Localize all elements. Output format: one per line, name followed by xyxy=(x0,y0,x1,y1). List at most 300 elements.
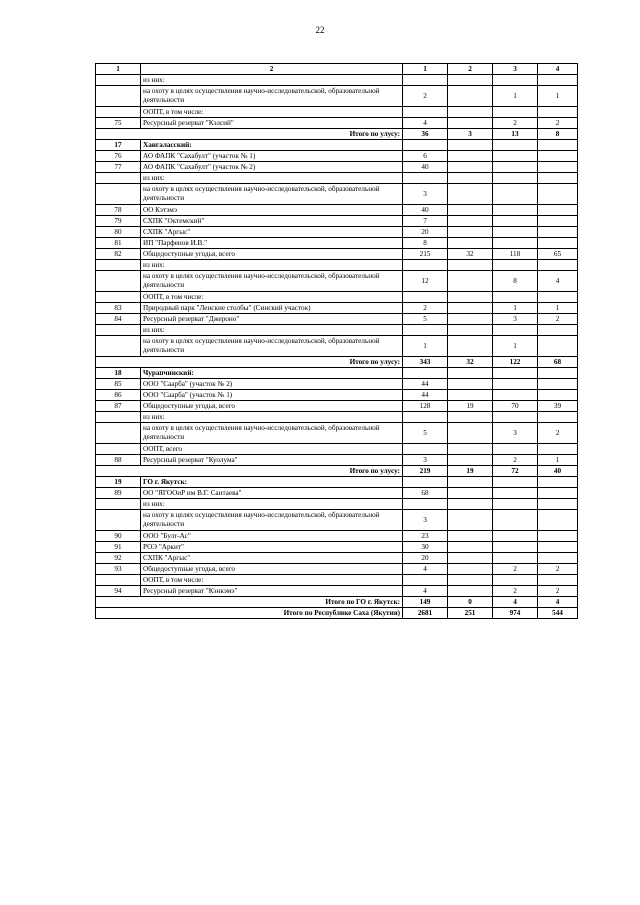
row-index xyxy=(96,75,141,86)
row-name: на охоту в целях осуществления научно-исследовательской, образовательной деятельности xyxy=(141,184,403,205)
row-name: Природный парк "Ленские столбы" (Синский участок) xyxy=(141,303,403,314)
table-row xyxy=(96,216,578,227)
total-label: Итого по ГО г. Якутск: xyxy=(96,597,403,608)
value-cell-1: 23 xyxy=(403,531,448,542)
row-index: 90 xyxy=(96,531,141,542)
row-index xyxy=(96,444,141,455)
value-cell-4 xyxy=(538,542,578,553)
table-row xyxy=(96,184,578,205)
table-row xyxy=(96,205,578,216)
value-cell-4 xyxy=(538,368,578,379)
value-cell-2 xyxy=(448,303,493,314)
value-cell-4: 8 xyxy=(538,129,578,140)
row-index: 76 xyxy=(96,151,141,162)
value-cell-3 xyxy=(493,227,538,238)
value-cell-3: 2 xyxy=(493,586,538,597)
value-cell-4: 1 xyxy=(538,455,578,466)
value-cell-2 xyxy=(448,227,493,238)
value-cell-2 xyxy=(448,238,493,249)
value-cell-2: 32 xyxy=(448,249,493,260)
value-cell-4 xyxy=(538,260,578,271)
table-row xyxy=(96,314,578,325)
value-cell-4 xyxy=(538,379,578,390)
value-cell-3: 1 xyxy=(493,303,538,314)
row-index xyxy=(96,336,141,357)
value-cell-3 xyxy=(493,75,538,86)
value-cell-1: 40 xyxy=(403,162,448,173)
value-cell-1: 343 xyxy=(403,357,448,368)
row-index xyxy=(96,86,141,107)
row-name: АО ФАПК "Сахабулт" (участок № 1) xyxy=(141,151,403,162)
row-name: Ресурсный резерват "Кэнкэмэ" xyxy=(141,586,403,597)
row-index: 85 xyxy=(96,379,141,390)
value-cell-4 xyxy=(538,151,578,162)
value-cell-2 xyxy=(448,575,493,586)
row-index: 93 xyxy=(96,564,141,575)
row-name: ОО Кэтэмэ xyxy=(141,205,403,216)
table-header-row xyxy=(96,64,578,75)
table-row xyxy=(96,455,578,466)
table-row xyxy=(96,238,578,249)
row-index xyxy=(96,412,141,423)
row-name: Чурапчинский: xyxy=(141,368,403,379)
value-cell-3 xyxy=(493,162,538,173)
table-row xyxy=(96,260,578,271)
row-index: 94 xyxy=(96,586,141,597)
value-cell-2: 0 xyxy=(448,597,493,608)
value-cell-3 xyxy=(493,107,538,118)
value-cell-2 xyxy=(448,151,493,162)
value-cell-4 xyxy=(538,488,578,499)
value-cell-3 xyxy=(493,292,538,303)
value-cell-1 xyxy=(403,107,448,118)
value-cell-3: 4 xyxy=(493,597,538,608)
value-cell-2 xyxy=(448,325,493,336)
row-name: на охоту в целях осуществления научно-исследовательской, образовательной деятельности xyxy=(141,336,403,357)
value-cell-3 xyxy=(493,510,538,531)
value-cell-4 xyxy=(538,162,578,173)
value-cell-1 xyxy=(403,75,448,86)
value-cell-3: 1 xyxy=(493,86,538,107)
value-cell-2 xyxy=(448,564,493,575)
value-cell-2: 19 xyxy=(448,466,493,477)
value-cell-4: 1 xyxy=(538,303,578,314)
value-cell-4: 4 xyxy=(538,597,578,608)
value-cell-4 xyxy=(538,499,578,510)
table-row xyxy=(96,542,578,553)
value-cell-3 xyxy=(493,173,538,184)
table-row xyxy=(96,271,578,292)
value-cell-2 xyxy=(448,184,493,205)
value-cell-1 xyxy=(403,412,448,423)
value-cell-3: 1 xyxy=(493,336,538,357)
row-index: 86 xyxy=(96,390,141,401)
value-cell-1: 40 xyxy=(403,205,448,216)
table-row xyxy=(96,444,578,455)
row-name: СХПК "Октемский" xyxy=(141,216,403,227)
table-row xyxy=(96,227,578,238)
value-cell-4: 4 xyxy=(538,271,578,292)
value-cell-1 xyxy=(403,368,448,379)
value-cell-3 xyxy=(493,412,538,423)
row-index: 78 xyxy=(96,205,141,216)
value-cell-3 xyxy=(493,238,538,249)
value-cell-4: 2 xyxy=(538,586,578,597)
value-cell-1 xyxy=(403,477,448,488)
value-cell-4 xyxy=(538,238,578,249)
row-name: АО ФАПК "Сахабулт" (участок № 2) xyxy=(141,162,403,173)
row-index: 88 xyxy=(96,455,141,466)
row-name: Ресурсный резерват "Джероно" xyxy=(141,314,403,325)
value-cell-3 xyxy=(493,575,538,586)
row-name: из них: xyxy=(141,173,403,184)
row-name: на охоту в целях осуществления научно-исследовательской, образовательной деятельности xyxy=(141,271,403,292)
row-index xyxy=(96,510,141,531)
row-name: ООО "Саарба" (участок № 2) xyxy=(141,379,403,390)
value-cell-2 xyxy=(448,444,493,455)
value-cell-1: 2 xyxy=(403,86,448,107)
row-name: Общедоступные угодья, всего xyxy=(141,564,403,575)
value-cell-2 xyxy=(448,542,493,553)
row-name: из них: xyxy=(141,260,403,271)
value-cell-1: 128 xyxy=(403,401,448,412)
table-row xyxy=(96,379,578,390)
table-row xyxy=(96,173,578,184)
row-index: 19 xyxy=(96,477,141,488)
value-cell-2 xyxy=(448,553,493,564)
value-cell-4: 40 xyxy=(538,466,578,477)
row-index: 75 xyxy=(96,118,141,129)
header-cell: 2 xyxy=(448,64,493,75)
value-cell-4 xyxy=(538,292,578,303)
value-cell-4 xyxy=(538,325,578,336)
row-name: Общедоступные угодья, всего xyxy=(141,401,403,412)
row-name: ООПТ, всего xyxy=(141,444,403,455)
row-index: 81 xyxy=(96,238,141,249)
total-label: Итого по улусу: xyxy=(96,357,403,368)
value-cell-4 xyxy=(538,412,578,423)
row-index: 84 xyxy=(96,314,141,325)
table-row xyxy=(96,325,578,336)
value-cell-2: 3 xyxy=(448,129,493,140)
value-cell-1: 20 xyxy=(403,227,448,238)
value-cell-3: 8 xyxy=(493,271,538,292)
total-label: Итого по улусу: xyxy=(96,466,403,477)
row-name: Общедоступные угодья, всего xyxy=(141,249,403,260)
value-cell-1: 215 xyxy=(403,249,448,260)
value-cell-2: 19 xyxy=(448,401,493,412)
total-row xyxy=(96,608,578,619)
value-cell-4: 2 xyxy=(538,118,578,129)
value-cell-4 xyxy=(538,531,578,542)
value-cell-4 xyxy=(538,205,578,216)
value-cell-2 xyxy=(448,314,493,325)
table-row xyxy=(96,586,578,597)
value-cell-3: 122 xyxy=(493,357,538,368)
value-cell-2 xyxy=(448,412,493,423)
row-index xyxy=(96,423,141,444)
row-name: из них: xyxy=(141,499,403,510)
value-cell-3: 974 xyxy=(493,608,538,619)
row-name: Хангаласский: xyxy=(141,140,403,151)
row-index xyxy=(96,499,141,510)
value-cell-2: 251 xyxy=(448,608,493,619)
table-row xyxy=(96,118,578,129)
value-cell-3 xyxy=(493,140,538,151)
row-name: РОЭ "Аркит" xyxy=(141,542,403,553)
total-row xyxy=(96,357,578,368)
value-cell-4: 65 xyxy=(538,249,578,260)
value-cell-4 xyxy=(538,575,578,586)
value-cell-3 xyxy=(493,488,538,499)
value-cell-1: 36 xyxy=(403,129,448,140)
value-cell-4 xyxy=(538,173,578,184)
value-cell-4 xyxy=(538,184,578,205)
value-cell-4: 39 xyxy=(538,401,578,412)
value-cell-3 xyxy=(493,499,538,510)
row-index xyxy=(96,260,141,271)
table-row xyxy=(96,553,578,564)
row-index: 91 xyxy=(96,542,141,553)
table-row xyxy=(96,75,578,86)
value-cell-4 xyxy=(538,553,578,564)
value-cell-1 xyxy=(403,292,448,303)
value-cell-3: 13 xyxy=(493,129,538,140)
table-row xyxy=(96,401,578,412)
value-cell-1 xyxy=(403,444,448,455)
value-cell-1: 3 xyxy=(403,455,448,466)
value-cell-4 xyxy=(538,510,578,531)
row-index: 77 xyxy=(96,162,141,173)
value-cell-3 xyxy=(493,390,538,401)
value-cell-1: 1 xyxy=(403,336,448,357)
value-cell-3 xyxy=(493,216,538,227)
value-cell-4: 544 xyxy=(538,608,578,619)
value-cell-4: 68 xyxy=(538,357,578,368)
row-name: ООО "Булт-Ас" xyxy=(141,531,403,542)
value-cell-4 xyxy=(538,477,578,488)
value-cell-1: 2 xyxy=(403,303,448,314)
value-cell-2 xyxy=(448,390,493,401)
table-row xyxy=(96,336,578,357)
total-label: Итого по Республике Саха (Якутия) xyxy=(96,608,403,619)
row-name: из них: xyxy=(141,75,403,86)
value-cell-3: 2 xyxy=(493,118,538,129)
value-cell-2 xyxy=(448,140,493,151)
row-name: СХПК "Аргыс" xyxy=(141,227,403,238)
row-index xyxy=(96,184,141,205)
header-cell: 1 xyxy=(96,64,141,75)
value-cell-3 xyxy=(493,477,538,488)
value-cell-1 xyxy=(403,260,448,271)
total-row xyxy=(96,129,578,140)
row-name: ООПТ, в том числе: xyxy=(141,107,403,118)
row-index xyxy=(96,271,141,292)
table-row xyxy=(96,86,578,107)
total-label: Итого по улусу: xyxy=(96,129,403,140)
table-row xyxy=(96,531,578,542)
value-cell-4: 2 xyxy=(538,564,578,575)
value-cell-2 xyxy=(448,477,493,488)
page-number: 22 xyxy=(315,25,325,35)
value-cell-1: 68 xyxy=(403,488,448,499)
row-name: ООПТ, в том числе: xyxy=(141,575,403,586)
table-row xyxy=(96,151,578,162)
row-name: на охоту в целях осуществления научно-исследовательской, образовательной деятельности xyxy=(141,86,403,107)
value-cell-3 xyxy=(493,531,538,542)
region-row xyxy=(96,368,578,379)
value-cell-4 xyxy=(538,107,578,118)
table-row xyxy=(96,488,578,499)
row-index: 79 xyxy=(96,216,141,227)
row-name: СХПК "Аргыс" xyxy=(141,553,403,564)
value-cell-1: 4 xyxy=(403,564,448,575)
value-cell-4 xyxy=(538,140,578,151)
value-cell-1: 44 xyxy=(403,390,448,401)
value-cell-2 xyxy=(448,531,493,542)
table-row xyxy=(96,412,578,423)
value-cell-1: 149 xyxy=(403,597,448,608)
value-cell-2 xyxy=(448,86,493,107)
value-cell-4 xyxy=(538,336,578,357)
value-cell-2: 32 xyxy=(448,357,493,368)
value-cell-1: 3 xyxy=(403,184,448,205)
value-cell-4 xyxy=(538,444,578,455)
value-cell-1 xyxy=(403,173,448,184)
value-cell-1: 12 xyxy=(403,271,448,292)
header-cell: 1 xyxy=(403,64,448,75)
row-index xyxy=(96,575,141,586)
value-cell-1: 7 xyxy=(403,216,448,227)
value-cell-2 xyxy=(448,118,493,129)
value-cell-1: 30 xyxy=(403,542,448,553)
allocation-table xyxy=(95,63,578,619)
value-cell-3: 2 xyxy=(493,564,538,575)
value-cell-2 xyxy=(448,510,493,531)
value-cell-4 xyxy=(538,227,578,238)
row-name: из них: xyxy=(141,325,403,336)
value-cell-1: 20 xyxy=(403,553,448,564)
value-cell-2 xyxy=(448,455,493,466)
region-row xyxy=(96,140,578,151)
row-index xyxy=(96,173,141,184)
value-cell-4: 2 xyxy=(538,314,578,325)
table-row xyxy=(96,107,578,118)
value-cell-3: 2 xyxy=(493,455,538,466)
value-cell-4: 2 xyxy=(538,423,578,444)
value-cell-4 xyxy=(538,75,578,86)
value-cell-3 xyxy=(493,542,538,553)
row-name: из них: xyxy=(141,412,403,423)
value-cell-3 xyxy=(493,205,538,216)
value-cell-1 xyxy=(403,325,448,336)
table-row xyxy=(96,303,578,314)
table-row xyxy=(96,390,578,401)
value-cell-1 xyxy=(403,499,448,510)
row-index: 17 xyxy=(96,140,141,151)
total-row xyxy=(96,466,578,477)
row-index: 18 xyxy=(96,368,141,379)
value-cell-1: 2681 xyxy=(403,608,448,619)
value-cell-2 xyxy=(448,368,493,379)
value-cell-3 xyxy=(493,444,538,455)
value-cell-2 xyxy=(448,107,493,118)
value-cell-1 xyxy=(403,575,448,586)
value-cell-2 xyxy=(448,336,493,357)
value-cell-2 xyxy=(448,499,493,510)
region-row xyxy=(96,477,578,488)
table-row xyxy=(96,249,578,260)
table-row xyxy=(96,510,578,531)
value-cell-1: 4 xyxy=(403,586,448,597)
row-name: на охоту в целях осуществления научно-исследовательской, образовательной деятельности xyxy=(141,510,403,531)
header-cell: 2 xyxy=(141,64,403,75)
row-index: 80 xyxy=(96,227,141,238)
row-index: 83 xyxy=(96,303,141,314)
row-index xyxy=(96,325,141,336)
row-index xyxy=(96,292,141,303)
row-index xyxy=(96,107,141,118)
row-name: на охоту в целях осуществления научно-исследовательской, образовательной деятельности xyxy=(141,423,403,444)
row-name: ООПТ, в том числе: xyxy=(141,292,403,303)
value-cell-2 xyxy=(448,292,493,303)
row-name: ОО "ЯГООиР им В.Г. Сантаева" xyxy=(141,488,403,499)
value-cell-3 xyxy=(493,184,538,205)
table-row xyxy=(96,292,578,303)
value-cell-3: 3 xyxy=(493,314,538,325)
row-index: 89 xyxy=(96,488,141,499)
value-cell-1: 5 xyxy=(403,423,448,444)
row-index: 82 xyxy=(96,249,141,260)
value-cell-3: 70 xyxy=(493,401,538,412)
value-cell-4 xyxy=(538,216,578,227)
value-cell-3 xyxy=(493,379,538,390)
value-cell-1: 6 xyxy=(403,151,448,162)
value-cell-1: 3 xyxy=(403,510,448,531)
row-name: ИП "Парфенов И.В." xyxy=(141,238,403,249)
row-name: ООО "Саарба" (участок № 1) xyxy=(141,390,403,401)
value-cell-2 xyxy=(448,260,493,271)
value-cell-2 xyxy=(448,586,493,597)
value-cell-3 xyxy=(493,325,538,336)
value-cell-2 xyxy=(448,162,493,173)
table-row xyxy=(96,423,578,444)
value-cell-1: 4 xyxy=(403,118,448,129)
row-name: Ресурсный резерват "Куолума" xyxy=(141,455,403,466)
value-cell-2 xyxy=(448,488,493,499)
value-cell-3 xyxy=(493,553,538,564)
table-row xyxy=(96,499,578,510)
header-cell: 3 xyxy=(493,64,538,75)
table-row xyxy=(96,564,578,575)
value-cell-2 xyxy=(448,423,493,444)
table-row xyxy=(96,162,578,173)
value-cell-2 xyxy=(448,75,493,86)
value-cell-3: 118 xyxy=(493,249,538,260)
value-cell-4 xyxy=(538,390,578,401)
value-cell-3 xyxy=(493,260,538,271)
row-name: Ресурсный резерват "Кэлсий" xyxy=(141,118,403,129)
value-cell-3: 3 xyxy=(493,423,538,444)
value-cell-1: 8 xyxy=(403,238,448,249)
row-index: 87 xyxy=(96,401,141,412)
value-cell-2 xyxy=(448,205,493,216)
value-cell-3 xyxy=(493,368,538,379)
value-cell-2 xyxy=(448,271,493,292)
value-cell-3 xyxy=(493,151,538,162)
value-cell-2 xyxy=(448,379,493,390)
value-cell-1: 44 xyxy=(403,379,448,390)
